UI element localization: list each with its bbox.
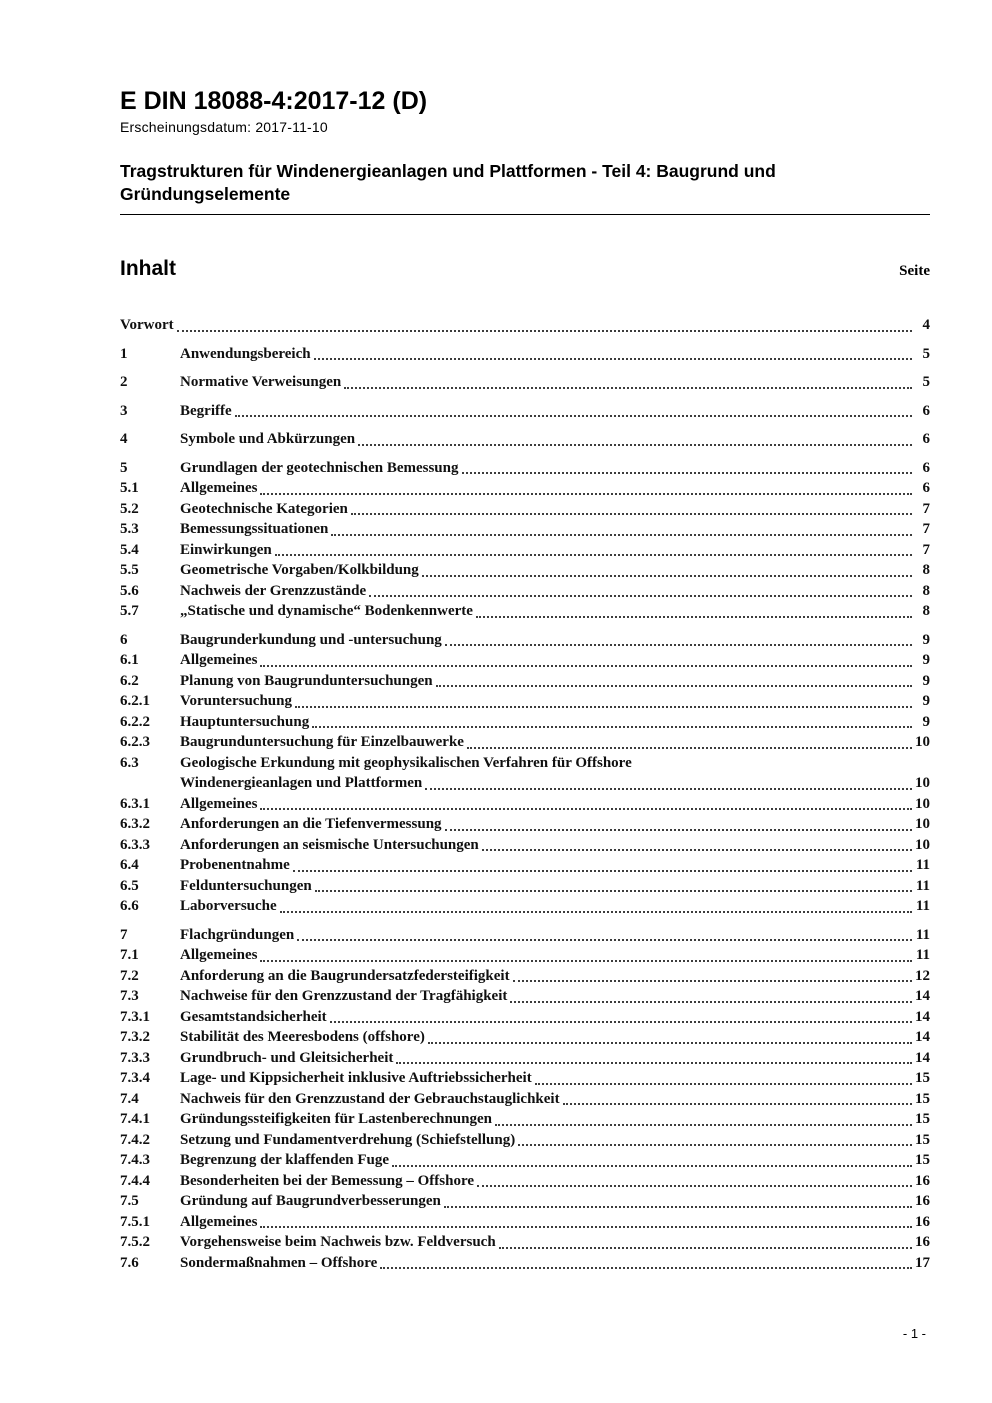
- toc-entry-page: 11: [915, 857, 930, 874]
- toc-entry-page: 15: [915, 1152, 930, 1169]
- toc-entry-title: Nachweis der Grenzzustände: [180, 582, 367, 599]
- toc-entry-number: 1: [120, 345, 128, 362]
- toc-entry-number: 6.1: [120, 652, 139, 669]
- toc-entry-title: Gründung auf Baugrundverbesserungen: [180, 1193, 441, 1210]
- toc-entry-number: 6.5: [120, 877, 139, 894]
- toc-entry-page: 4: [922, 317, 930, 334]
- toc-entry-number: 6.2: [120, 672, 139, 689]
- toc-entry-page: 16: [915, 1234, 930, 1251]
- toc-dot-leader: [518, 1144, 912, 1146]
- toc-entry: [120, 773, 930, 794]
- toc-dot-leader: [235, 415, 912, 417]
- toc-entry: [120, 1068, 930, 1089]
- toc-entry-number: 5.5: [120, 562, 139, 579]
- toc-entry-page: 14: [915, 1008, 930, 1025]
- toc-dot-leader: [275, 554, 912, 556]
- toc-entry: [120, 458, 930, 479]
- toc-dot-leader: [260, 1226, 912, 1228]
- toc-entry-title: Allgemeines: [180, 480, 258, 497]
- toc-entry-page: 14: [915, 988, 930, 1005]
- toc-entry-title: Sondermaßnahmen – Offshore: [180, 1254, 378, 1271]
- toc-dot-leader: [425, 788, 912, 790]
- toc-dot-leader: [477, 1185, 912, 1187]
- toc-entry-number: 7.4.4: [120, 1172, 150, 1189]
- toc-entry: [120, 1130, 930, 1151]
- toc-dot-leader: [312, 726, 912, 728]
- page-content: [120, 88, 930, 1273]
- toc-entry-number: 6.2.3: [120, 734, 150, 751]
- toc-entry-number: 7.4.2: [120, 1131, 150, 1148]
- toc-entry-page: 6: [922, 431, 930, 448]
- toc-dot-leader: [260, 960, 912, 962]
- toc-entry: [120, 794, 930, 815]
- toc-entry-page: 16: [915, 1172, 930, 1189]
- toc-entry-page: 10: [915, 816, 930, 833]
- toc-entry-title: Normative Verweisungen: [180, 374, 342, 391]
- toc-entry-number: 7.4.1: [120, 1111, 150, 1128]
- toc-entry-page: 7: [922, 500, 930, 517]
- toc-entry-number: 7.5: [120, 1193, 139, 1210]
- toc-entry-number: 7.2: [120, 967, 139, 984]
- toc-dot-leader: [445, 829, 912, 831]
- toc-entry-page: 16: [915, 1193, 930, 1210]
- toc-entry-page: 5: [922, 345, 930, 362]
- toc-entry: [120, 344, 930, 365]
- toc-entry: [120, 966, 930, 987]
- toc-entry: [120, 560, 930, 581]
- toc-entry-title: Anforderung an die Baugrundersatzfedersteifigkeit: [180, 967, 510, 984]
- toc-entry-title: Geometrische Vorgaben/Kolkbildung: [180, 562, 419, 579]
- toc-entry-title: Lage- und Kippsicherheit inklusive Auftriebssicherheit: [180, 1070, 532, 1087]
- toc-entry: [120, 499, 930, 520]
- toc-entry-title: Flachgründungen: [180, 926, 295, 943]
- document-subtitle: Tragstrukturen für Windenergieanlagen und Plattformen - Teil 4: Baugrund und Gründungselemente: [120, 160, 930, 216]
- toc-entry: [120, 401, 930, 422]
- toc-dot-leader: [177, 330, 912, 332]
- toc-entry-page: 15: [915, 1090, 930, 1107]
- toc-dot-leader: [392, 1165, 912, 1167]
- toc-entry-number: 6.2.1: [120, 693, 150, 710]
- toc-entry-number: 6: [120, 631, 128, 648]
- toc-entry: [120, 945, 930, 966]
- toc-entry-title: „Statische und dynamische“ Bodenkennwerte: [180, 603, 473, 620]
- publication-date: Erscheinungsdatum: 2017-11-10: [120, 118, 328, 135]
- toc-entry-number: 2: [120, 374, 128, 391]
- toc-entry-title: Symbole und Abkürzungen: [180, 431, 356, 448]
- toc-entry-page: 15: [915, 1131, 930, 1148]
- toc-entry-title: Gründungssteifigkeiten für Lastenberechnungen: [180, 1111, 492, 1128]
- document-title: E DIN 18088-4:2017-12 (D): [120, 87, 428, 115]
- page-number: - 1 -: [902, 1326, 926, 1341]
- toc-entry-number: 5.2: [120, 500, 139, 517]
- toc-entry-page: 11: [915, 877, 930, 894]
- toc-dot-leader: [535, 1083, 912, 1085]
- toc-dot-leader: [495, 1124, 912, 1126]
- toc-dot-leader: [351, 513, 912, 515]
- toc-entry-number: 7.4: [120, 1090, 139, 1107]
- toc-entry-page: 6: [922, 459, 930, 476]
- toc-entry-title: Gesamtstandsicherheit: [180, 1008, 327, 1025]
- toc-dot-leader: [260, 808, 912, 810]
- toc-dot-leader: [330, 1021, 912, 1023]
- toc-entry-number: 7.3.4: [120, 1070, 150, 1087]
- toc-entry-page: 10: [915, 795, 930, 812]
- toc-entry-page: 14: [915, 1029, 930, 1046]
- toc-entry-page: 10: [915, 775, 930, 792]
- toc-dot-leader: [358, 444, 912, 446]
- toc-entry-page: 11: [915, 926, 930, 943]
- toc-entry-page: 10: [915, 836, 930, 853]
- toc-entry-page: 10: [915, 734, 930, 751]
- toc-entry-number: 5.7: [120, 603, 139, 620]
- toc-entry: [120, 835, 930, 856]
- toc-entry: [120, 581, 930, 602]
- toc-entry-number: 7.1: [120, 947, 139, 964]
- toc-dot-leader: [499, 1247, 912, 1249]
- toc-entry-page: 9: [922, 713, 930, 730]
- toc-entry-number: 5.3: [120, 521, 139, 538]
- toc-entry: [120, 1150, 930, 1171]
- toc-dot-leader: [314, 358, 912, 360]
- toc-entry-title: Vorgehensweise beim Nachweis bzw. Feldversuch: [180, 1234, 496, 1251]
- toc-header-row: [120, 257, 930, 281]
- toc-entry: [120, 478, 930, 499]
- toc-entry-page: 9: [922, 693, 930, 710]
- toc-entry-title: Allgemeines: [180, 652, 258, 669]
- toc-entry-page: 7: [922, 541, 930, 558]
- toc-dot-leader: [369, 595, 912, 597]
- toc-entry-title: Grundbruch- und Gleitsicherheit: [180, 1049, 394, 1066]
- toc-page-column-label: Seite: [899, 263, 930, 280]
- toc-entry-page: 15: [915, 1070, 930, 1087]
- toc-entry-number: 6.3.3: [120, 836, 150, 853]
- toc-entry-title: Einwirkungen: [180, 541, 272, 558]
- toc-dot-leader: [445, 644, 912, 646]
- toc-entry-title: Allgemeines: [180, 795, 258, 812]
- toc-entry-title: Grundlagen der geotechnischen Bemessung: [180, 459, 459, 476]
- toc-entry: [120, 1109, 930, 1130]
- toc-entry-page: 8: [922, 582, 930, 599]
- toc-entry: [120, 372, 930, 393]
- toc-entry: [120, 429, 930, 450]
- toc-entry-page: 9: [922, 631, 930, 648]
- toc-entry-number: 6.6: [120, 898, 139, 915]
- toc-entry-title: Hauptuntersuchung: [180, 713, 310, 730]
- toc-entry: [120, 315, 930, 336]
- toc-entry-page: 11: [915, 898, 930, 915]
- toc-entry-number: 7.3.1: [120, 1008, 150, 1025]
- toc-entry-title: Besonderheiten bei der Bemessung – Offshore: [180, 1172, 475, 1189]
- toc-entry: [120, 1212, 930, 1233]
- toc-entry-title: Begriffe: [180, 402, 232, 419]
- toc-entry: [120, 1007, 930, 1028]
- toc-entry-title: Allgemeines: [180, 1213, 258, 1230]
- toc-entry-title: Allgemeines: [180, 947, 258, 964]
- toc-entry-title: Anwendungsbereich: [180, 345, 311, 362]
- toc-entry-page: 16: [915, 1213, 930, 1230]
- toc-entry: [120, 986, 930, 1007]
- toc-entry: [120, 691, 930, 712]
- toc-entry-title: Planung von Baugrunduntersuchungen: [180, 672, 433, 689]
- toc-dot-leader: [513, 980, 912, 982]
- toc-dot-leader: [344, 387, 912, 389]
- toc-entry: [120, 540, 930, 561]
- toc-entry-title: Anforderungen an seismische Untersuchungen: [180, 836, 479, 853]
- toc-entry-title: Felduntersuchungen: [180, 877, 312, 894]
- toc-entry-page: 14: [915, 1049, 930, 1066]
- toc-dot-leader: [260, 665, 912, 667]
- toc-entry: [120, 519, 930, 540]
- toc-dot-leader: [482, 849, 912, 851]
- toc-entry-title: Windenergieanlagen und Plattformen: [180, 775, 423, 792]
- toc-dot-leader: [428, 1042, 912, 1044]
- toc-dot-leader: [280, 911, 912, 913]
- toc-entry-title: Vorwort: [120, 317, 174, 334]
- toc-entry-number: 7.5.1: [120, 1213, 150, 1230]
- toc-entry: [120, 1048, 930, 1069]
- toc-entry: [120, 732, 930, 753]
- toc-entry-number: 5: [120, 459, 128, 476]
- toc-entry: [120, 630, 930, 651]
- toc-entry-page: 9: [922, 672, 930, 689]
- toc-dot-leader: [297, 939, 912, 941]
- toc-dot-leader: [260, 493, 912, 495]
- table-of-contents: [120, 315, 930, 1273]
- toc-dot-leader: [476, 616, 912, 618]
- toc-entry-title: Baugrunduntersuchung für Einzelbauwerke: [180, 734, 464, 751]
- toc-dot-leader: [295, 706, 912, 708]
- toc-entry-page: 15: [915, 1111, 930, 1128]
- toc-dot-leader: [315, 890, 912, 892]
- toc-entry-number: 6.3: [120, 754, 139, 771]
- toc-entry-number: 3: [120, 402, 128, 419]
- toc-entry-number: 7.3.2: [120, 1029, 150, 1046]
- toc-entry: [120, 753, 930, 774]
- toc-entry-title: Anforderungen an die Tiefenvermessung: [180, 816, 442, 833]
- toc-entry-title: Begrenzung der klaffenden Fuge: [180, 1152, 390, 1169]
- toc-dot-leader: [380, 1267, 912, 1269]
- toc-entry-number: 6.4: [120, 857, 139, 874]
- toc-entry: [120, 855, 930, 876]
- toc-entry-number: 7.3: [120, 988, 139, 1005]
- toc-entry-number: 7.3.3: [120, 1049, 150, 1066]
- toc-entry-title: Setzung und Fundamentverdrehung (Schiefstellung): [180, 1131, 516, 1148]
- toc-entry-page: 9: [922, 652, 930, 669]
- toc-entry-page: 17: [915, 1254, 930, 1271]
- toc-entry: [120, 650, 930, 671]
- toc-dot-leader: [396, 1062, 912, 1064]
- toc-entry-title: Baugrunderkundung und -untersuchung: [180, 631, 442, 648]
- toc-dot-leader: [563, 1103, 912, 1105]
- toc-entry-title: Bemessungssituationen: [180, 521, 329, 538]
- toc-dot-leader: [510, 1001, 912, 1003]
- toc-entry: [120, 896, 930, 917]
- toc-entry-number: 4: [120, 431, 128, 448]
- toc-entry-title: Nachweis für den Grenzzustand der Gebrauchstauglichkeit: [180, 1090, 560, 1107]
- toc-entry: [120, 1232, 930, 1253]
- toc-entry: [120, 1089, 930, 1110]
- toc-entry-number: 6.3.1: [120, 795, 150, 812]
- toc-entry-page: 11: [915, 947, 930, 964]
- toc-dot-leader: [422, 575, 912, 577]
- toc-entry: [120, 876, 930, 897]
- toc-entry-number: 7.5.2: [120, 1234, 150, 1251]
- toc-dot-leader: [293, 870, 912, 872]
- toc-entry-page: 12: [915, 967, 930, 984]
- toc-entry-title: Geotechnische Kategorien: [180, 500, 348, 517]
- toc-entry: [120, 925, 930, 946]
- toc-entry-title: Geologische Erkundung mit geophysikalischen Verfahren für Offshore: [180, 754, 632, 771]
- toc-entry-page: 6: [922, 402, 930, 419]
- toc-entry: [120, 1027, 930, 1048]
- toc-dot-leader: [331, 534, 912, 536]
- toc-entry-number: 7.4.3: [120, 1152, 150, 1169]
- toc-entry-page: 6: [922, 480, 930, 497]
- toc-entry-page: 5: [922, 374, 930, 391]
- toc-dot-leader: [462, 472, 913, 474]
- toc-dot-leader: [436, 685, 912, 687]
- toc-entry-title: Stabilität des Meeresbodens (offshore): [180, 1029, 425, 1046]
- toc-entry-page: 8: [922, 562, 930, 579]
- toc-dot-leader: [444, 1206, 912, 1208]
- toc-entry-number: 7.6: [120, 1254, 139, 1271]
- toc-entry-number: 6.2.2: [120, 713, 150, 730]
- toc-dot-leader: [467, 747, 912, 749]
- toc-entry-number: 5.4: [120, 541, 139, 558]
- toc-entry: [120, 1253, 930, 1274]
- toc-entry-page: 7: [922, 521, 930, 538]
- toc-entry-title: Probenentnahme: [180, 857, 290, 874]
- toc-entry-number: 5.1: [120, 480, 139, 497]
- toc-entry-title: Voruntersuchung: [180, 693, 292, 710]
- toc-entry: [120, 601, 930, 622]
- toc-entry: [120, 1171, 930, 1192]
- toc-entry-page: 8: [922, 603, 930, 620]
- toc-entry-title: Nachweise für den Grenzzustand der Tragfähigkeit: [180, 988, 508, 1005]
- toc-entry: [120, 1191, 930, 1212]
- toc-entry-number: 6.3.2: [120, 816, 150, 833]
- toc-entry: [120, 814, 930, 835]
- toc-entry-number: 7: [120, 926, 128, 943]
- toc-heading: Inhalt: [120, 257, 176, 281]
- toc-entry-number: 5.6: [120, 582, 139, 599]
- toc-entry-title: Laborversuche: [180, 898, 277, 915]
- toc-entry: [120, 712, 930, 733]
- toc-entry: [120, 671, 930, 692]
